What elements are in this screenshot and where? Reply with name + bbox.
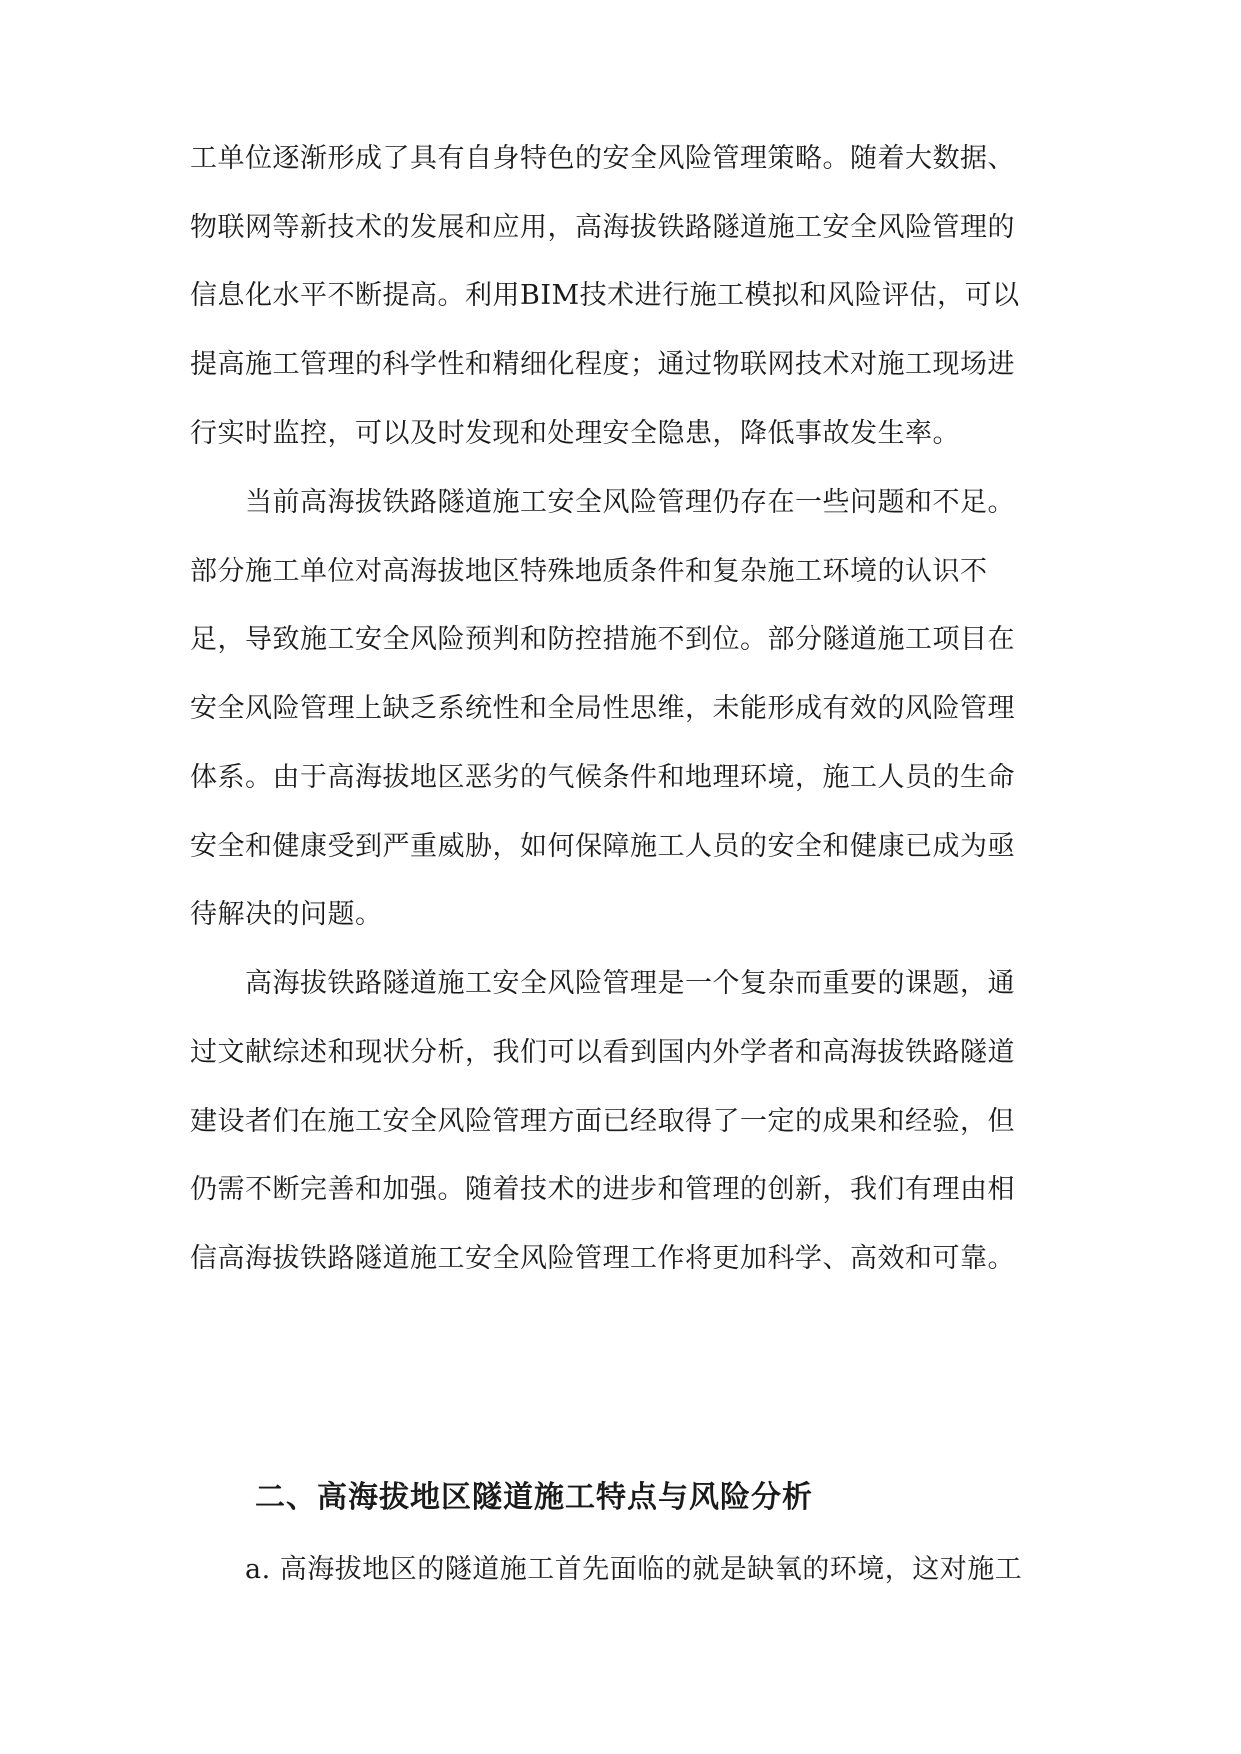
paragraph-1-line-5: 行实时监控，可以及时发现和处理安全隐患，降低事故发生率。 (190, 418, 960, 449)
paragraph-3-line-4: 仍需不断完善和加强。随着技术的进步和管理的创新，我们有理由相 (190, 1174, 1015, 1205)
paragraph-1-line-3: 信息化水平不断提高。利用BIM技术进行施工模拟和风险评估，可以 (190, 280, 1020, 311)
paragraph-1-line-2: 物联网等新技术的发展和应用，高海拔铁路隧道施工安全风险管理的 (190, 212, 1015, 243)
paragraph-2-line-3: 足，导致施工安全风险预判和防控措施不到位。部分隧道施工项目在 (190, 624, 1015, 655)
paragraph-3-line-1: 高海拔铁路隧道施工安全风险管理是一个复杂而重要的课题，通 (245, 968, 1015, 999)
paragraph-2-line-2: 部分施工单位对高海拔地区特殊地质条件和复杂施工环境的认识不 (190, 556, 988, 587)
paragraph-1-line-1: 工单位逐渐形成了具有自身特色的安全风险管理策略。随着大数据、 (190, 143, 1015, 174)
paragraph-2-line-1: 当前高海拔铁路隧道施工安全风险管理仍存在一些问题和不足。 (245, 487, 1015, 518)
paragraph-1-line-4: 提高施工管理的科学性和精细化程度；通过物联网技术对施工现场进 (190, 349, 1015, 380)
paragraph-4-line-1: a. 高海拔地区的隧道施工首先面临的就是缺氧的环境，这对施工 (245, 1554, 1023, 1585)
section-heading: 二、高海拔地区隧道施工特点与风险分析 (255, 1480, 813, 1515)
paragraph-2-line-4: 安全风险管理上缺乏系统性和全局性思维，未能形成有效的风险管理 (190, 693, 1015, 724)
paragraph-3-line-2: 过文献综述和现状分析，我们可以看到国内外学者和高海拔铁路隧道 (190, 1037, 1015, 1068)
paragraph-3-line-5: 信高海拔铁路隧道施工安全风险管理工作将更加科学、高效和可靠。 (190, 1243, 1015, 1274)
paragraph-2-line-7: 待解决的问题。 (190, 899, 383, 930)
paragraph-2-line-5: 体系。由于高海拔地区恶劣的气候条件和地理环境，施工人员的生命 (190, 762, 1015, 793)
paragraph-3-line-3: 建设者们在施工安全风险管理方面已经取得了一定的成果和经验，但 (190, 1106, 1015, 1137)
paragraph-2-line-6: 安全和健康受到严重威胁，如何保障施工人员的安全和健康已成为亟 (190, 831, 1015, 862)
